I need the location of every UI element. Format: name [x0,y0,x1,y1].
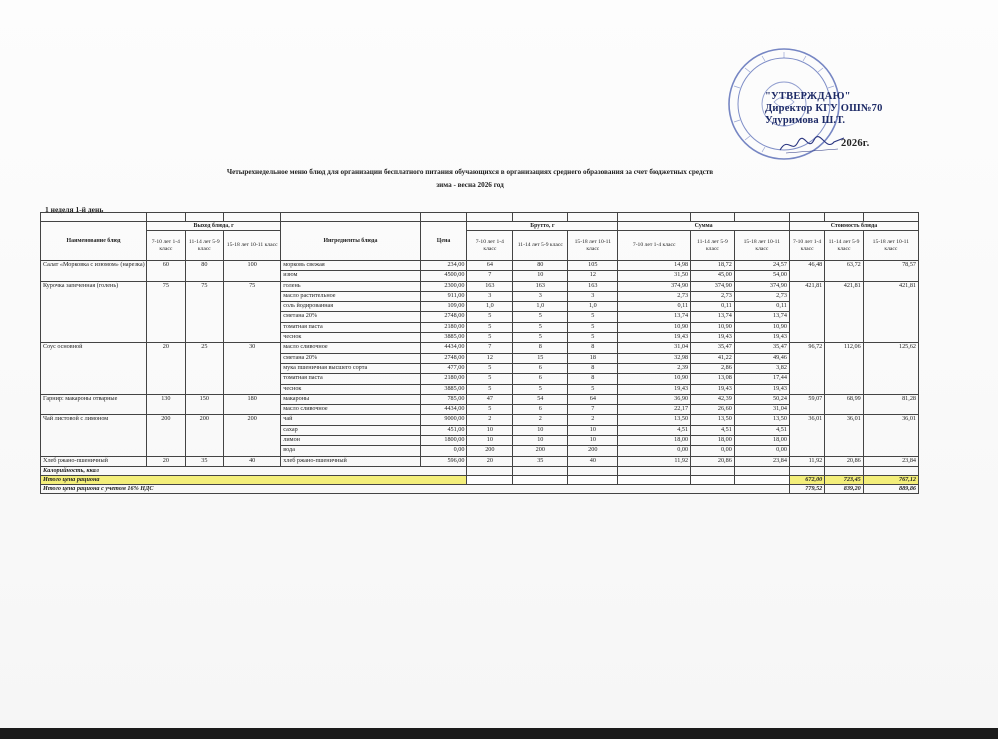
price-cell: 2180,00 [420,374,467,384]
gross-cell: 3 [513,291,568,301]
sum-cell: 13,74 [691,312,735,322]
gross-cell: 10 [568,425,618,435]
sum-cell: 31,04 [734,405,789,415]
total-value-2: 723,45 [825,475,863,484]
document-title [150,166,790,192]
gross-cell: 5 [467,384,513,394]
week-day-label: 1 неделя 1-й день [45,205,104,214]
cost-cell: 421,81 [863,281,918,343]
gross-cell: 10 [513,271,568,281]
price-cell: 3885,00 [420,333,467,343]
col-cost-2: 11-14 лет 5-9 класс [825,231,863,261]
ingredient-name: лимон [281,436,420,446]
col-yield-1: 7-10 лет 1-4 класс [147,231,185,261]
col-sum-3: 15-18 лет 10-11 класс [734,231,789,261]
total-vat-value-3: 889,86 [863,484,918,493]
table-row [41,261,919,271]
sum-cell: 31,50 [618,271,691,281]
cost-cell: 23,84 [863,456,918,466]
col-yield-3: 15-18 лет 10-11 класс [224,231,281,261]
sum-cell: 4,51 [618,425,691,435]
sum-cell: 0,11 [734,302,789,312]
ingredient-name: изюм [281,271,420,281]
price-cell: 2180,00 [420,322,467,332]
ingredient-name: чай [281,415,420,425]
yield-cell: 75 [185,281,223,343]
sum-cell: 19,43 [734,333,789,343]
price-cell: 9000,00 [420,415,467,425]
gross-cell: 105 [568,261,618,271]
sum-cell: 3,82 [734,363,789,373]
yield-cell: 60 [147,261,185,282]
price-cell: 234,00 [420,261,467,271]
cost-cell: 68,99 [825,394,863,415]
ingredient-name: чеснок [281,333,420,343]
table-row [41,456,919,466]
yield-cell: 20 [147,456,185,466]
price-cell: 596,00 [420,456,467,466]
total-value-1: 672,00 [789,475,824,484]
total-value-3: 767,12 [863,475,918,484]
sum-cell: 10,90 [618,374,691,384]
gross-cell: 2 [513,415,568,425]
cost-cell: 59,07 [789,394,824,415]
cost-cell: 36,01 [789,415,824,456]
calories-row [41,466,919,475]
col-gross-3: 15-18 лет 10-11 класс [568,231,618,261]
gross-cell: 5 [513,333,568,343]
gross-cell: 15 [513,353,568,363]
gross-cell: 40 [568,456,618,466]
sum-cell: 49,46 [734,353,789,363]
gross-cell: 5 [568,333,618,343]
yield-cell: 30 [224,343,281,394]
table-body [41,261,919,467]
sum-cell: 22,17 [618,405,691,415]
sum-cell: 374,90 [734,281,789,291]
sum-cell: 10,90 [691,322,735,332]
gross-cell: 1,0 [467,302,513,312]
title-line-2: зима - весна 2026 год [436,181,504,189]
sum-cell: 17,44 [734,374,789,384]
price-cell: 4434,00 [420,343,467,353]
gross-cell: 5 [467,312,513,322]
gross-cell: 47 [467,394,513,404]
col-yield-2: 11-14 лет 5-9 класс [185,231,223,261]
gross-cell: 8 [568,343,618,353]
gross-cell: 5 [467,405,513,415]
price-cell: 2748,00 [420,353,467,363]
price-cell: 2300,00 [420,281,467,291]
cost-cell: 36,01 [863,415,918,456]
cost-cell: 125,62 [863,343,918,394]
yield-cell: 25 [185,343,223,394]
sum-cell: 18,00 [734,436,789,446]
col-sum-2: 11-14 лет 5-9 класс [691,231,735,261]
table-footer [41,466,919,493]
ingredient-name: голень [281,281,420,291]
gross-cell: 7 [568,405,618,415]
sum-cell: 42,39 [691,394,735,404]
price-cell: 109,00 [420,302,467,312]
sum-cell: 41,22 [691,353,735,363]
calories-label: Калорийность, ккал [41,466,467,475]
ingredient-name: томатная паста [281,374,420,384]
gross-cell: 1,0 [513,302,568,312]
ingredient-name: макароны [281,394,420,404]
ingredient-name: чеснок [281,384,420,394]
gross-cell: 54 [513,394,568,404]
sum-cell: 19,43 [618,384,691,394]
sum-cell: 32,98 [618,353,691,363]
yield-cell: 75 [224,281,281,343]
cost-cell: 78,57 [863,261,918,282]
gross-cell: 1,0 [568,302,618,312]
gross-cell: 163 [513,281,568,291]
total-label: Итого цена рациона [41,475,467,484]
gross-cell: 2 [467,415,513,425]
sum-cell: 24,57 [734,261,789,271]
price-cell: 477,00 [420,363,467,373]
cost-cell: 96,72 [789,343,824,394]
sum-cell: 31,04 [618,343,691,353]
price-cell: 451,00 [420,425,467,435]
total-vat-label: Итого цена рациона с учетом 16% НДС [41,484,790,493]
sum-cell: 2,73 [618,291,691,301]
col-gross-2: 11-14 лет 5-9 класс [513,231,568,261]
yield-cell: 180 [224,394,281,415]
gross-cell: 163 [568,281,618,291]
col-yield: Выход блюда, г [147,222,281,231]
gross-cell: 200 [467,446,513,456]
approval-date: 2026г. [841,138,870,149]
dish-name: Салат «Морковка с изюмом» (нарезка) [41,261,147,282]
price-cell: 785,00 [420,394,467,404]
sum-cell: 20,86 [691,456,735,466]
sum-cell: 50,24 [734,394,789,404]
sum-cell: 4,51 [691,425,735,435]
gross-cell: 80 [513,261,568,271]
price-cell: 4434,00 [420,405,467,415]
ingredient-name: морковь свежая [281,261,420,271]
gross-cell: 10 [513,436,568,446]
sum-cell: 18,72 [691,261,735,271]
gross-cell: 6 [513,363,568,373]
sum-cell: 18,00 [618,436,691,446]
gross-cell: 5 [513,312,568,322]
gross-cell: 6 [513,405,568,415]
yield-cell: 200 [224,415,281,456]
gross-cell: 3 [568,291,618,301]
cost-cell: 20,86 [825,456,863,466]
gross-cell: 2 [568,415,618,425]
col-sum: Сумма [618,222,790,231]
sum-cell: 2,86 [691,363,735,373]
ingredient-name: хлеб ржано-пшеничный [281,456,420,466]
sum-cell: 2,73 [734,291,789,301]
sum-cell: 35,47 [734,343,789,353]
sum-cell: 11,92 [618,456,691,466]
col-gross: Брутто, г [467,222,618,231]
sum-cell: 23,84 [734,456,789,466]
table-row [41,343,919,353]
approval-position: Директор КГУ ОШ№70 [765,103,883,114]
sum-cell: 13,50 [691,415,735,425]
sum-cell: 4,51 [734,425,789,435]
title-line-1: Четырехнедельное меню блюд для организации бесплатного питания обучающихся в организациях среднего образования за счет бюджетных средств [226,168,714,176]
table-row [41,394,919,404]
yield-cell: 200 [185,415,223,456]
gross-cell: 10 [467,436,513,446]
signature-icon [778,134,848,156]
ingredient-name: сметана 20% [281,312,420,322]
sum-cell: 18,00 [691,436,735,446]
col-dish: Наименование блюд [41,222,147,261]
sum-cell: 0,00 [734,446,789,456]
gross-cell: 20 [467,456,513,466]
gross-cell: 5 [513,322,568,332]
gross-cell: 6 [513,374,568,384]
cost-cell: 112,06 [825,343,863,394]
ingredient-name: сахар [281,425,420,435]
menu-table [40,212,919,494]
gross-cell: 12 [568,271,618,281]
gross-cell: 5 [568,384,618,394]
ingredient-name: мука пшеничная высшего сорта [281,363,420,373]
cost-cell: 46,48 [789,261,824,282]
price-cell: 911,00 [420,291,467,301]
col-ingredients: Ингредиенты блюда [281,222,420,261]
sum-cell: 35,47 [691,343,735,353]
gross-cell: 7 [467,343,513,353]
price-cell: 4500,00 [420,271,467,281]
total-row [41,475,919,484]
yield-cell: 35 [185,456,223,466]
gross-cell: 64 [568,394,618,404]
ingredient-name: масло сливочное [281,343,420,353]
total-vat-value-1: 779,52 [789,484,824,493]
table-row [41,281,919,291]
ingredient-name: масло растительное [281,291,420,301]
sum-cell: 54,00 [734,271,789,281]
ingredient-name: соль йодированная [281,302,420,312]
sum-cell: 374,90 [618,281,691,291]
col-cost-3: 15-18 лет 10-11 класс [863,231,918,261]
price-cell: 2748,00 [420,312,467,322]
sum-cell: 14,98 [618,261,691,271]
gross-cell: 35 [513,456,568,466]
sum-cell: 374,90 [691,281,735,291]
gross-cell: 18 [568,353,618,363]
sum-cell: 0,11 [691,302,735,312]
dish-name: Хлеб ржано-пшеничный [41,456,147,466]
ingredient-name: сметана 20% [281,353,420,363]
sum-cell: 19,43 [691,384,735,394]
table-header [41,213,919,261]
sum-cell: 0,00 [618,446,691,456]
gross-cell: 8 [568,374,618,384]
gross-cell: 200 [513,446,568,456]
gross-cell: 64 [467,261,513,271]
cost-cell: 81,28 [863,394,918,415]
sum-cell: 13,50 [618,415,691,425]
sum-cell: 0,11 [618,302,691,312]
gross-cell: 5 [467,374,513,384]
dish-name: Чай листовой с лимоном [41,415,147,456]
gross-cell: 5 [467,322,513,332]
price-cell: 1800,00 [420,436,467,446]
gross-cell: 163 [467,281,513,291]
yield-cell: 150 [185,394,223,415]
gross-cell: 5 [513,384,568,394]
ingredient-name: масло сливочное [281,405,420,415]
cost-cell: 63,72 [825,261,863,282]
yield-cell: 75 [147,281,185,343]
scan-border [0,728,998,739]
sum-cell: 2,73 [691,291,735,301]
gross-cell: 12 [467,353,513,363]
dish-name: Курочка запеченная (голень) [41,281,147,343]
yield-cell: 80 [185,261,223,282]
cost-cell: 36,01 [825,415,863,456]
col-cost: Стоимость блюда [789,222,918,231]
sum-cell: 45,00 [691,271,735,281]
sum-cell: 13,74 [734,312,789,322]
approval-heading: "УТВЕРЖДАЮ" [765,91,851,102]
sum-cell: 13,50 [734,415,789,425]
yield-cell: 40 [224,456,281,466]
sum-cell: 2,39 [618,363,691,373]
yield-cell: 200 [147,415,185,456]
gross-cell: 8 [513,343,568,353]
total-vat-row [41,484,919,493]
sum-cell: 13,74 [618,312,691,322]
approval-name: Удуримова Ш.Т. [765,115,846,126]
gross-cell: 5 [568,322,618,332]
cost-cell: 421,81 [789,281,824,343]
yield-cell: 130 [147,394,185,415]
col-cost-1: 7-10 лет 1-4 класс [789,231,824,261]
price-cell: 0,00 [420,446,467,456]
dish-name: Соус основной [41,343,147,394]
col-sum-1: 7-10 лет 1-4 класс [618,231,691,261]
price-cell: 3885,00 [420,384,467,394]
cost-cell: 421,81 [825,281,863,343]
dish-name: Гарнир: макароны отварные [41,394,147,415]
gross-cell: 8 [568,363,618,373]
gross-cell: 5 [568,312,618,322]
sum-cell: 26,60 [691,405,735,415]
sum-cell: 19,43 [618,333,691,343]
gross-cell: 3 [467,291,513,301]
ingredient-name: томатная паста [281,322,420,332]
gross-cell: 5 [467,363,513,373]
gross-cell: 10 [513,425,568,435]
sum-cell: 19,43 [691,333,735,343]
sum-cell: 10,90 [734,322,789,332]
gross-cell: 7 [467,271,513,281]
gross-cell: 200 [568,446,618,456]
col-gross-1: 7-10 лет 1-4 класс [467,231,513,261]
gross-cell: 10 [467,425,513,435]
sum-cell: 36,90 [618,394,691,404]
sum-cell: 13,08 [691,374,735,384]
total-vat-value-2: 839,20 [825,484,863,493]
sum-cell: 0,00 [691,446,735,456]
sum-cell: 10,90 [618,322,691,332]
yield-cell: 20 [147,343,185,394]
table-row [41,415,919,425]
cost-cell: 11,92 [789,456,824,466]
yield-cell: 100 [224,261,281,282]
gross-cell: 10 [568,436,618,446]
sum-cell: 19,43 [734,384,789,394]
col-price: Цена [420,222,467,261]
ingredient-name: вода [281,446,420,456]
gross-cell: 5 [467,333,513,343]
